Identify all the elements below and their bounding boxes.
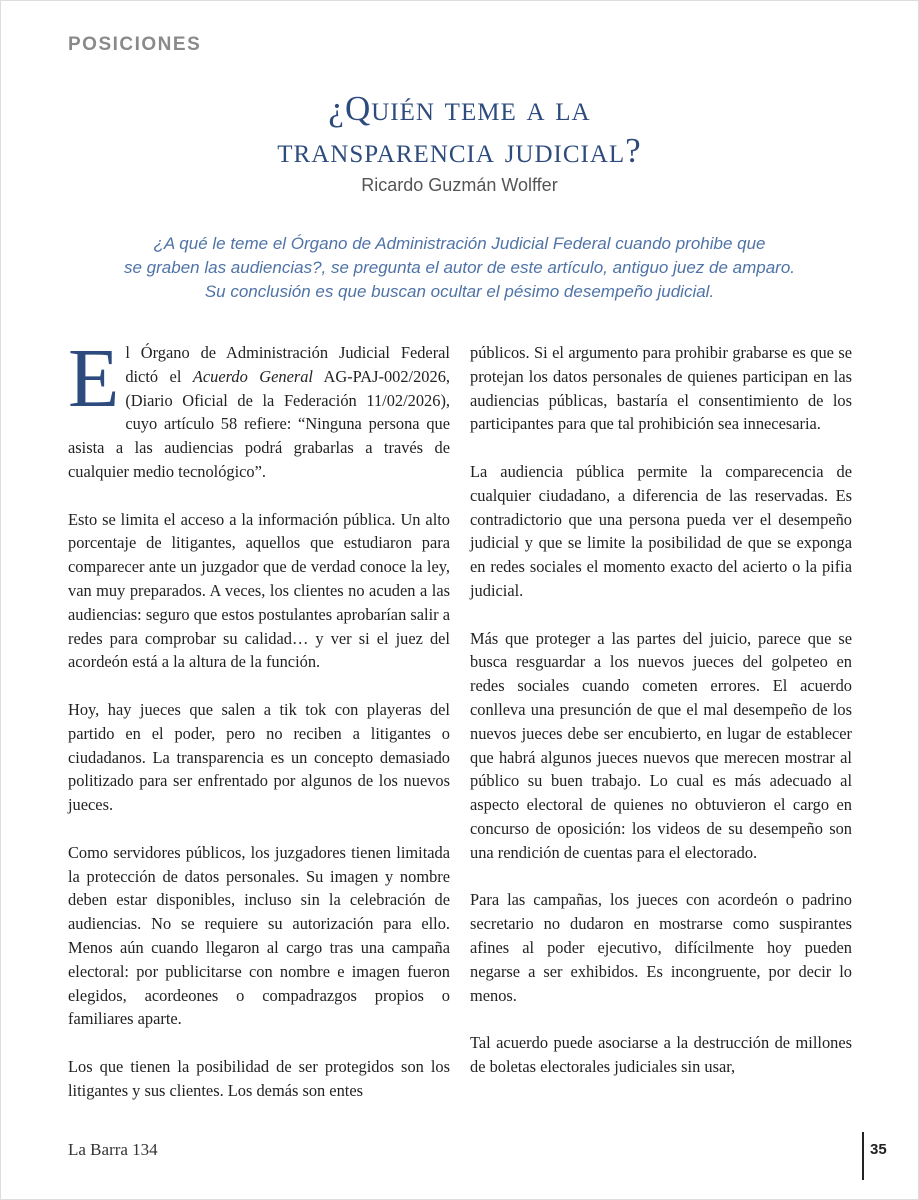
paragraph: Hoy, hay jueces que salen a tik tok con playeras del partido en el poder, pero no reciben a litigantes o ciudadanos. La transparencia es un concepto demasiado politizado para ser enfrentado por algunos de los nuevos jueces. [68, 699, 450, 815]
footer-divider [862, 1132, 864, 1180]
emphasis-text: Acuerdo General [192, 366, 313, 386]
lede-line-2: se graben las audiencias?, se pregunta el autor de este artículo, antiguo juez de amparo. [124, 258, 795, 277]
paragraph [68, 332, 450, 484]
article-title [0, 88, 919, 172]
lede-line-1: ¿A qué le teme el Órgano de Administración Judicial Federal cuando prohibe que [153, 234, 766, 253]
paragraph: Los que tienen la posibilidad de ser protegidos son los litigantes y sus clientes. Los demás son entes [68, 1056, 450, 1100]
title-line-2: transparencia judicial? [277, 131, 642, 170]
paragraph: Esto se limita el acceso a la información pública. Un alto porcentaje de litigantes, aquellos que estudiaron para comparecer ante un juzgador que de verdad conoce la ley, van muy preparados. A veces, los clientes no acuden a las audiencias: seguro que estos postulantes aprobarían salir a redes para comprobar su calidad… y ver si el juez del acordeón está a la altura de la función. [68, 509, 450, 672]
section-label: POSICIONES [68, 34, 202, 55]
paragraph: Más que proteger a las partes del juicio, parece que se busca resguardar a los nuevos jueces del golpeteo en redes sociales cuando cometen errores. El acuerdo conlleva una presunción de que el mal desempeño de los nuevos jueces debe ser encubierto, en lugar de establecer que habrá algunos jueces nuevos que merecen mostrar al público su buen trabajo. Lo cual es más adecuado al aspecto electoral de quienes no obtuvieron el cargo en concurso de oposición: los videos de su desempeño son una rendición de cuentas para el electorado. [470, 628, 852, 862]
article-lede [80, 232, 839, 304]
paragraph: públicos. Si el argumento para prohibir grabarse es que se protejan los datos personales de quienes participan en las audiencias públicas, bastaría el consentimiento de los participantes para que tal prohibición sea innecesaria. [470, 343, 852, 434]
left-column [68, 332, 450, 1126]
paragraph-text: l Órgano de Administración Judicial Federal dictó el [125, 343, 450, 386]
footer-publication: La Barra 134 [68, 1140, 158, 1159]
lede-line-3: Su conclusión es que buscan ocultar el pésimo desempeño judicial. [204, 282, 715, 301]
paragraph: La audiencia pública permite la comparecencia de cualquier ciudadano, a diferencia de las reservadas. Es contradictorio que una persona pueda ver el desempeño judicial y que se limite la posibilidad de que se exponga en redes sociales el momento exacto del acierto o la pifia judicial. [470, 461, 852, 600]
drop-cap: E [68, 332, 120, 425]
title-line-1: ¿Quién teme a la [328, 89, 591, 128]
paragraph: Para las campañas, los jueces con acordeón o padrino secretario no dudaron en mostrarse como suspirantes afines al poder ejecutivo, difícilmente hoy pueden negarse a ser exhibidos. Es incongruente, por decir lo menos. [470, 890, 852, 1005]
paragraph: Tal acuerdo puede asociarse a la destrucción de millones de boletas electorales judiciales sin usar, [470, 1033, 852, 1076]
article-author: Ricardo Guzmán Wolffer [361, 175, 558, 195]
paragraph: Como servidores públicos, los juzgadores tienen limitada la protección de datos personales. Su imagen y nombre deben estar disponibles, incluso sin la celebración de audiencias. No se requiere su autorización para ello. Menos aún cuando llegaron al cargo tras una campaña electoral: por publicitarse con nombre e imagen fueron elegidos, acordeones o compadrazgos propios o familiares aparte. [68, 842, 450, 1029]
right-column [470, 341, 852, 1103]
paragraph-text: AG-PAJ-002/2026, (Diario Oficial de la Federación 11/02/2026), cuyo artículo 58 refiere: “Ninguna persona que asista a las audiencias podrá grabarlas a través de cualquier medio tecnológico”. [68, 366, 450, 481]
page-number: 35 [870, 1141, 887, 1158]
